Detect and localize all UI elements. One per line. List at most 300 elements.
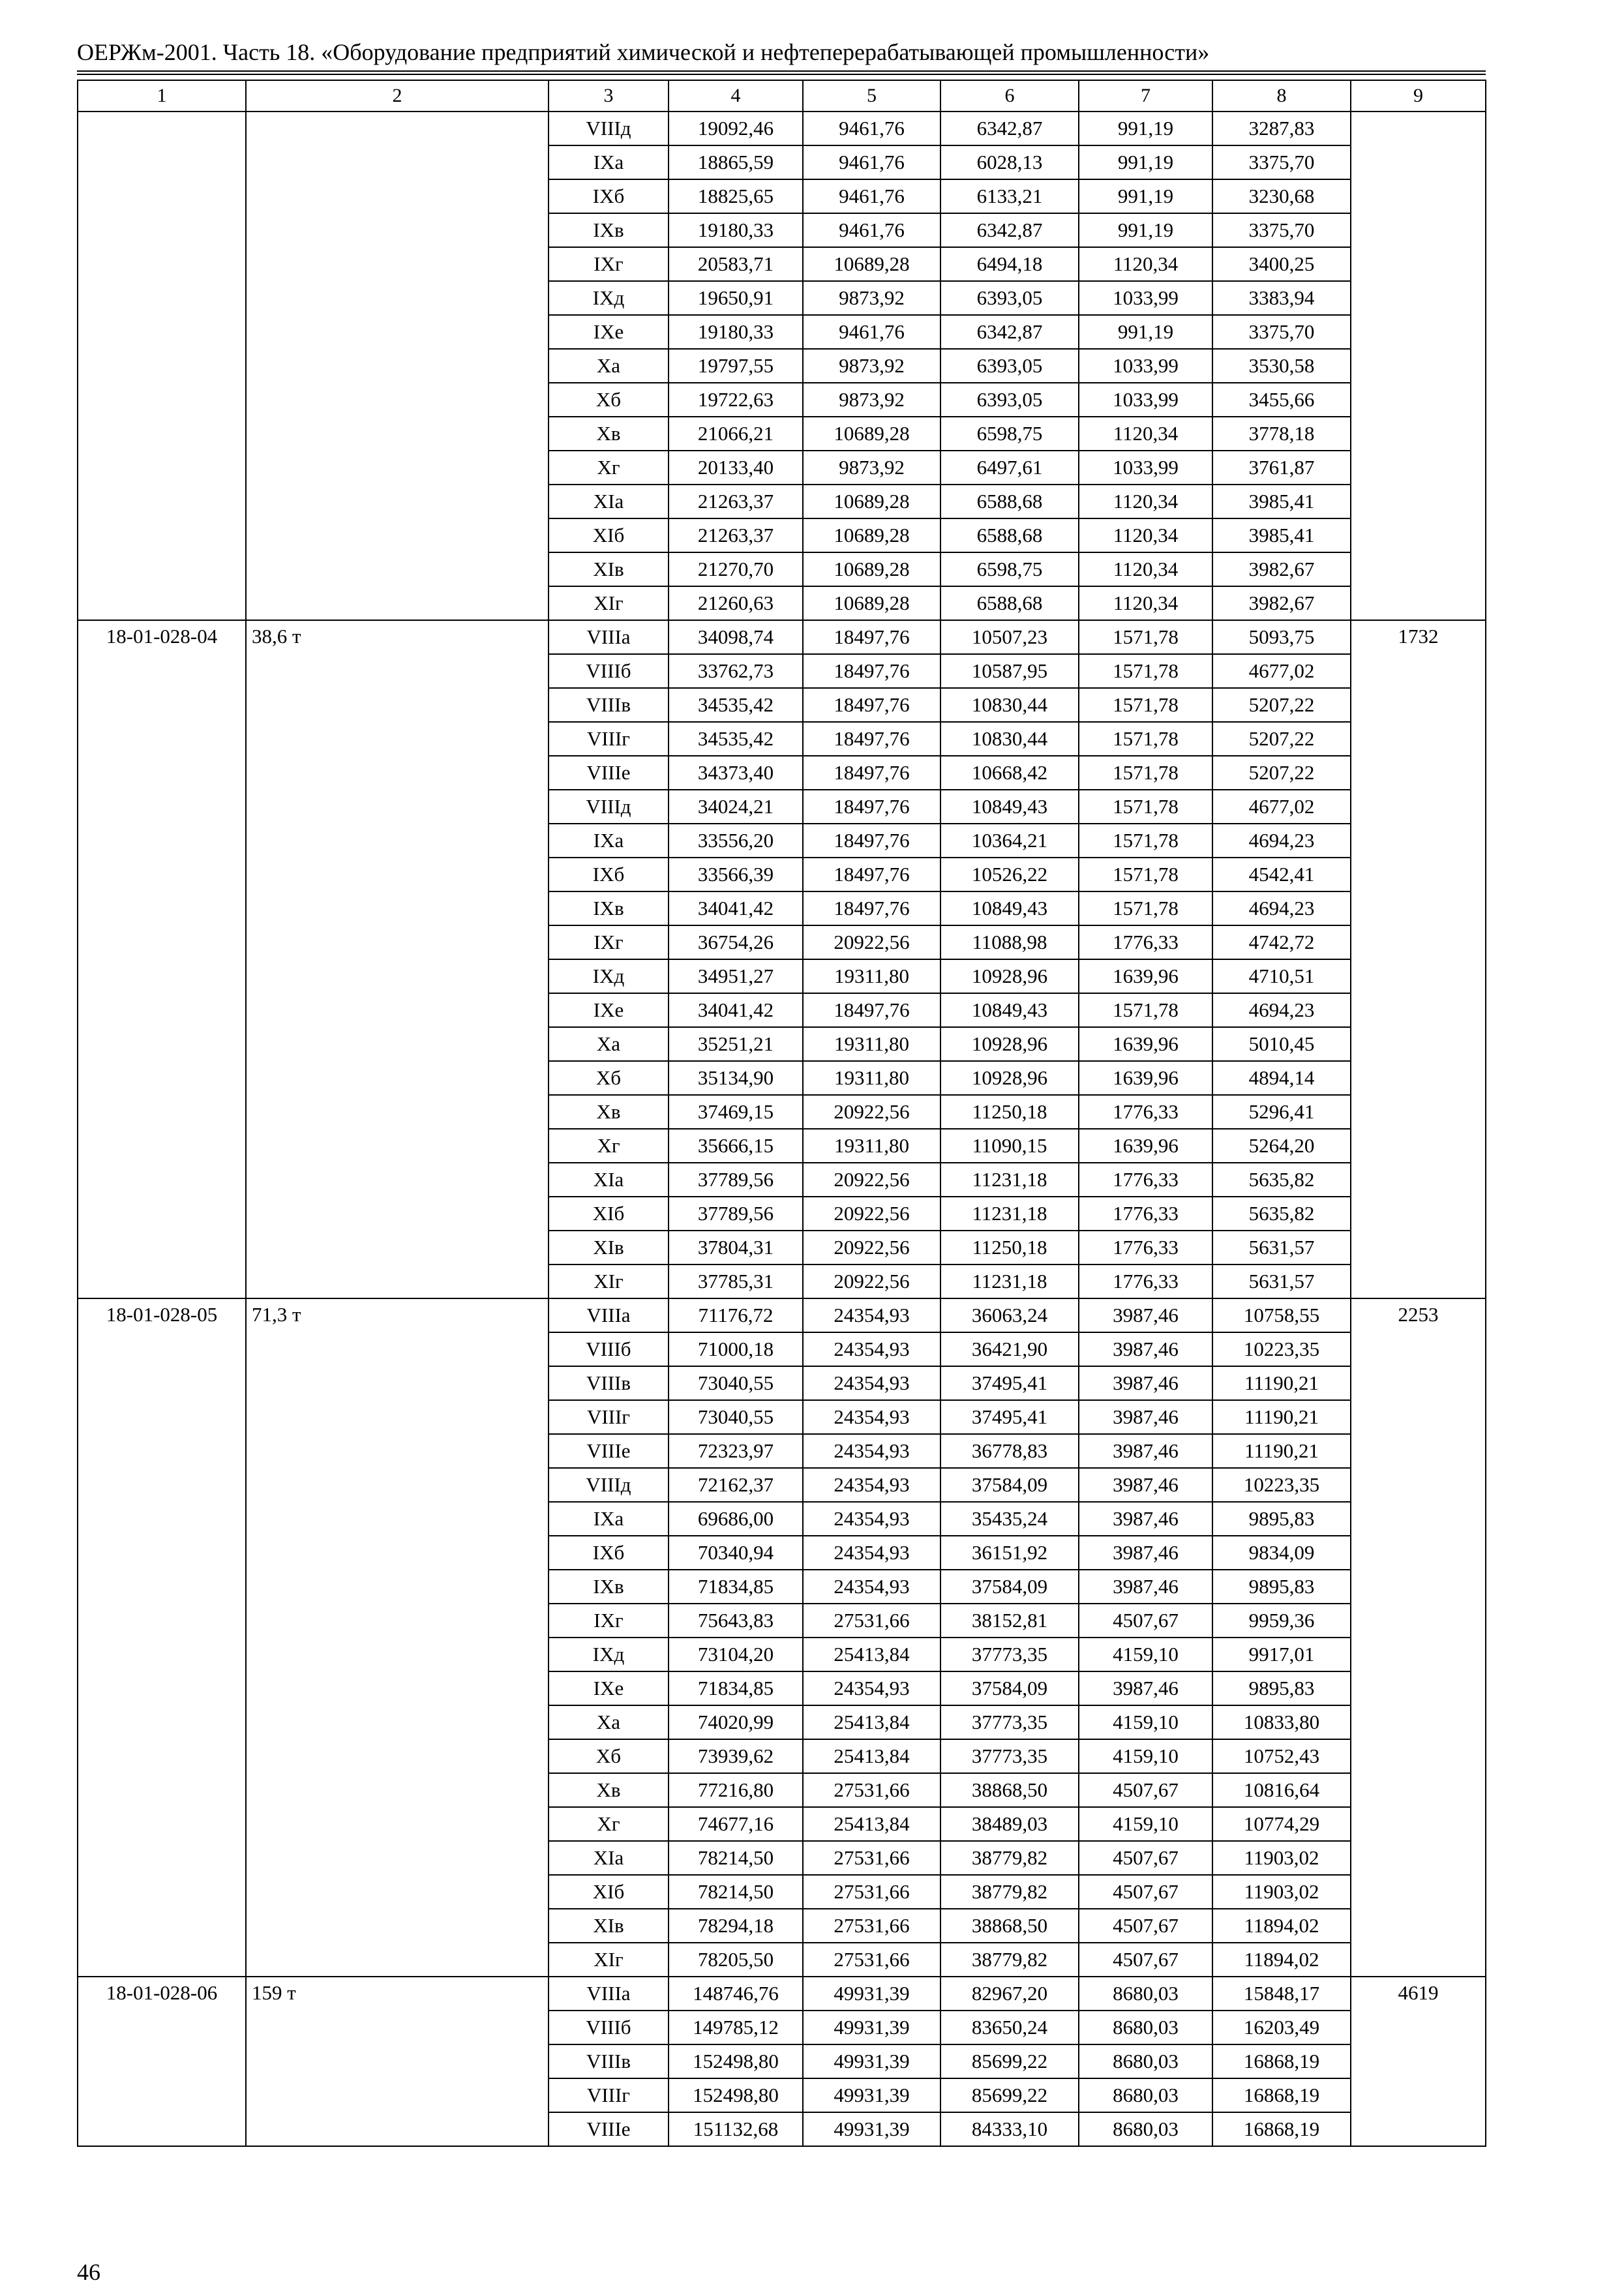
row-materials-cell: 4677,02: [1212, 654, 1351, 688]
row-wages-cell: 18497,76: [803, 858, 940, 891]
row-machinist-wages-cell: 1571,78: [1079, 790, 1212, 824]
row-wages-cell: 19311,80: [803, 1129, 940, 1163]
row-materials-cell: 5010,45: [1212, 1027, 1351, 1061]
row-class-cell: IXб: [549, 858, 669, 891]
row-total-cost-cell: 73040,55: [669, 1366, 803, 1400]
row-machinist-wages-cell: 1033,99: [1079, 383, 1212, 417]
row-machines-cell: 11231,18: [940, 1264, 1079, 1298]
row-machines-cell: 6393,05: [940, 349, 1079, 383]
row-machines-cell: 10507,23: [940, 620, 1079, 654]
row-machinist-wages-cell: 4507,67: [1079, 1909, 1212, 1943]
row-class-cell: IXв: [549, 213, 669, 247]
row-wages-cell: 24354,93: [803, 1298, 940, 1332]
row-materials-cell: 4677,02: [1212, 790, 1351, 824]
row-materials-cell: 5207,22: [1212, 756, 1351, 790]
row-class-cell: IXа: [549, 824, 669, 858]
row-class-cell: XIб: [549, 1875, 669, 1909]
row-class-cell: XIа: [549, 1841, 669, 1875]
row-class-cell: VIIIе: [549, 2112, 669, 2146]
row-materials-cell: 11894,02: [1212, 1909, 1351, 1943]
row-wages-cell: 27531,66: [803, 1604, 940, 1638]
row-total-cost-cell: 74020,99: [669, 1705, 803, 1739]
row-machines-cell: 6342,87: [940, 213, 1079, 247]
row-machinist-wages-cell: 8680,03: [1079, 2112, 1212, 2146]
row-class-cell: VIIIг: [549, 1400, 669, 1434]
row-materials-cell: 16203,49: [1212, 2011, 1351, 2044]
row-class-cell: VIIIб: [549, 2011, 669, 2044]
row-class-cell: IXе: [549, 315, 669, 349]
price-table: [77, 80, 1486, 2147]
row-materials-cell: 3375,70: [1212, 315, 1351, 349]
row-materials-cell: 3778,18: [1212, 417, 1351, 451]
row-machines-cell: 38779,82: [940, 1943, 1079, 1977]
row-machinist-wages-cell: 1120,34: [1079, 518, 1212, 552]
row-materials-cell: 5207,22: [1212, 688, 1351, 722]
row-total-cost-cell: 20133,40: [669, 451, 803, 485]
row-materials-cell: 10774,29: [1212, 1807, 1351, 1841]
row-class-cell: VIIIб: [549, 654, 669, 688]
row-machines-cell: 36063,24: [940, 1298, 1079, 1332]
column-number: 4: [669, 80, 803, 112]
row-materials-cell: 5635,82: [1212, 1163, 1351, 1197]
row-wages-cell: 24354,93: [803, 1536, 940, 1570]
row-wages-cell: 20922,56: [803, 1231, 940, 1264]
row-machines-cell: 38152,81: [940, 1604, 1079, 1638]
row-class-cell: XIа: [549, 1163, 669, 1197]
row-wages-cell: 18497,76: [803, 993, 940, 1027]
row-machinist-wages-cell: 4159,10: [1079, 1807, 1212, 1841]
row-materials-cell: 10752,43: [1212, 1739, 1351, 1773]
row-class-cell: IXе: [549, 1671, 669, 1705]
row-machines-cell: 38868,50: [940, 1773, 1079, 1807]
row-materials-cell: 9917,01: [1212, 1638, 1351, 1671]
row-materials-cell: 10223,35: [1212, 1468, 1351, 1502]
row-materials-cell: 11903,02: [1212, 1841, 1351, 1875]
row-machinist-wages-cell: 4507,67: [1079, 1773, 1212, 1807]
row-machines-cell: 82967,20: [940, 1977, 1079, 2011]
row-materials-cell: 3400,25: [1212, 247, 1351, 281]
row-class-cell: VIIIд: [549, 112, 669, 145]
row-total-cost-cell: 71834,85: [669, 1671, 803, 1705]
row-machinist-wages-cell: 991,19: [1079, 179, 1212, 213]
row-machines-cell: 10928,96: [940, 959, 1079, 993]
row-machinist-wages-cell: 4507,67: [1079, 1943, 1212, 1977]
row-wages-cell: 9461,76: [803, 213, 940, 247]
row-machines-cell: 37773,35: [940, 1739, 1079, 1773]
row-class-cell: VIIIб: [549, 1332, 669, 1366]
row-total-cost-cell: 21270,70: [669, 552, 803, 586]
row-machinist-wages-cell: 1120,34: [1079, 247, 1212, 281]
row-machinist-wages-cell: 1776,33: [1079, 1197, 1212, 1231]
row-class-cell: IXг: [549, 1604, 669, 1638]
row-total-cost-cell: 73040,55: [669, 1400, 803, 1434]
row-machinist-wages-cell: 1571,78: [1079, 756, 1212, 790]
row-class-cell: Xа: [549, 1705, 669, 1739]
row-materials-cell: 3375,70: [1212, 213, 1351, 247]
column-number: 5: [803, 80, 940, 112]
row-machinist-wages-cell: 4507,67: [1079, 1875, 1212, 1909]
row-materials-cell: 3375,70: [1212, 145, 1351, 179]
row-class-cell: IXб: [549, 179, 669, 213]
row-machines-cell: 38779,82: [940, 1875, 1079, 1909]
row-machinist-wages-cell: 1776,33: [1079, 1163, 1212, 1197]
row-materials-cell: 10758,55: [1212, 1298, 1351, 1332]
row-class-cell: VIIIе: [549, 1434, 669, 1468]
row-total-cost-cell: 35134,90: [669, 1061, 803, 1095]
row-machinist-wages-cell: 3987,46: [1079, 1536, 1212, 1570]
row-class-cell: IXа: [549, 1502, 669, 1536]
row-total-cost-cell: 36754,26: [669, 925, 803, 959]
row-total-cost-cell: 70340,94: [669, 1536, 803, 1570]
row-class-cell: VIIIа: [549, 1977, 669, 2011]
group-code-cell: 18-01-028-04: [78, 620, 246, 1298]
row-wages-cell: 19311,80: [803, 1027, 940, 1061]
row-machinist-wages-cell: 1120,34: [1079, 417, 1212, 451]
row-wages-cell: 24354,93: [803, 1332, 940, 1366]
row-materials-cell: 5207,22: [1212, 722, 1351, 756]
row-wages-cell: 49931,39: [803, 2112, 940, 2146]
row-class-cell: Xг: [549, 1807, 669, 1841]
row-total-cost-cell: 71176,72: [669, 1298, 803, 1332]
header-rule-double: [77, 74, 1486, 75]
row-machinist-wages-cell: 1571,78: [1079, 654, 1212, 688]
column-number: 8: [1212, 80, 1351, 112]
row-total-cost-cell: 78205,50: [669, 1943, 803, 1977]
row-wages-cell: 18497,76: [803, 620, 940, 654]
row-class-cell: XIв: [549, 1231, 669, 1264]
row-wages-cell: 49931,39: [803, 2044, 940, 2078]
row-wages-cell: 18497,76: [803, 824, 940, 858]
row-machinist-wages-cell: 1120,34: [1079, 552, 1212, 586]
row-machines-cell: 10849,43: [940, 790, 1079, 824]
row-class-cell: XIг: [549, 1264, 669, 1298]
row-machinist-wages-cell: 991,19: [1079, 145, 1212, 179]
group-col9-cell: 1732: [1351, 620, 1486, 1298]
row-class-cell: Xв: [549, 1095, 669, 1129]
row-wages-cell: 9873,92: [803, 451, 940, 485]
row-total-cost-cell: 71000,18: [669, 1332, 803, 1366]
row-machines-cell: 85699,22: [940, 2078, 1079, 2112]
row-total-cost-cell: 73939,62: [669, 1739, 803, 1773]
row-wages-cell: 18497,76: [803, 722, 940, 756]
row-class-cell: XIб: [549, 518, 669, 552]
row-class-cell: Xв: [549, 417, 669, 451]
row-materials-cell: 3761,87: [1212, 451, 1351, 485]
row-total-cost-cell: 21260,63: [669, 586, 803, 620]
row-class-cell: XIв: [549, 552, 669, 586]
row-materials-cell: 11190,21: [1212, 1434, 1351, 1468]
row-materials-cell: 5264,20: [1212, 1129, 1351, 1163]
row-wages-cell: 9461,76: [803, 179, 940, 213]
row-total-cost-cell: 152498,80: [669, 2078, 803, 2112]
row-wages-cell: 25413,84: [803, 1705, 940, 1739]
row-total-cost-cell: 37804,31: [669, 1231, 803, 1264]
row-machinist-wages-cell: 1120,34: [1079, 485, 1212, 518]
row-machinist-wages-cell: 991,19: [1079, 112, 1212, 145]
row-machines-cell: 11231,18: [940, 1197, 1079, 1231]
row-machines-cell: 10587,95: [940, 654, 1079, 688]
row-machines-cell: 36778,83: [940, 1434, 1079, 1468]
row-total-cost-cell: 18825,65: [669, 179, 803, 213]
row-wages-cell: 18497,76: [803, 688, 940, 722]
row-wages-cell: 19311,80: [803, 959, 940, 993]
row-materials-cell: 5093,75: [1212, 620, 1351, 654]
row-materials-cell: 9834,09: [1212, 1536, 1351, 1570]
row-machines-cell: 6393,05: [940, 383, 1079, 417]
row-wages-cell: 49931,39: [803, 1977, 940, 2011]
row-materials-cell: 16868,19: [1212, 2112, 1351, 2146]
column-number: 1: [78, 80, 246, 112]
group-col9-cell: [1351, 112, 1486, 620]
row-machinist-wages-cell: 1571,78: [1079, 722, 1212, 756]
row-total-cost-cell: 78214,50: [669, 1841, 803, 1875]
group-col9-cell: 4619: [1351, 1977, 1486, 2146]
row-machinist-wages-cell: 4507,67: [1079, 1841, 1212, 1875]
row-materials-cell: 3982,67: [1212, 552, 1351, 586]
row-machines-cell: 10849,43: [940, 993, 1079, 1027]
row-machinist-wages-cell: 8680,03: [1079, 1977, 1212, 2011]
column-number: 3: [549, 80, 669, 112]
table-row: [78, 1298, 1486, 1332]
row-total-cost-cell: 19092,46: [669, 112, 803, 145]
row-machinist-wages-cell: 3987,46: [1079, 1671, 1212, 1705]
row-machinist-wages-cell: 1776,33: [1079, 1095, 1212, 1129]
row-wages-cell: 24354,93: [803, 1570, 940, 1604]
row-machines-cell: 37773,35: [940, 1705, 1079, 1739]
column-number: 2: [246, 80, 549, 112]
row-wages-cell: 20922,56: [803, 1095, 940, 1129]
row-class-cell: XIг: [549, 586, 669, 620]
row-total-cost-cell: 72323,97: [669, 1434, 803, 1468]
column-number: 9: [1351, 80, 1486, 112]
row-class-cell: XIб: [549, 1197, 669, 1231]
row-total-cost-cell: 34535,42: [669, 722, 803, 756]
row-machinist-wages-cell: 3987,46: [1079, 1332, 1212, 1366]
row-total-cost-cell: 71834,85: [669, 1570, 803, 1604]
row-machines-cell: 38868,50: [940, 1909, 1079, 1943]
row-materials-cell: 4742,72: [1212, 925, 1351, 959]
row-class-cell: IXг: [549, 247, 669, 281]
row-wages-cell: 24354,93: [803, 1366, 940, 1400]
row-wages-cell: 24354,93: [803, 1502, 940, 1536]
group-mass-cell: 159 т: [246, 1977, 549, 2146]
row-wages-cell: 19311,80: [803, 1061, 940, 1095]
row-machinist-wages-cell: 4159,10: [1079, 1705, 1212, 1739]
row-materials-cell: 4694,23: [1212, 891, 1351, 925]
row-wages-cell: 9461,76: [803, 315, 940, 349]
row-machines-cell: 84333,10: [940, 2112, 1079, 2146]
row-class-cell: Xа: [549, 349, 669, 383]
row-wages-cell: 27531,66: [803, 1875, 940, 1909]
row-wages-cell: 24354,93: [803, 1671, 940, 1705]
row-machines-cell: 6497,61: [940, 451, 1079, 485]
row-wages-cell: 20922,56: [803, 1163, 940, 1197]
row-machines-cell: 38489,03: [940, 1807, 1079, 1841]
row-total-cost-cell: 37469,15: [669, 1095, 803, 1129]
row-materials-cell: 11894,02: [1212, 1943, 1351, 1977]
row-materials-cell: 10833,80: [1212, 1705, 1351, 1739]
row-machines-cell: 6028,13: [940, 145, 1079, 179]
row-machinist-wages-cell: 4159,10: [1079, 1739, 1212, 1773]
row-machinist-wages-cell: 8680,03: [1079, 2044, 1212, 2078]
row-total-cost-cell: 34024,21: [669, 790, 803, 824]
row-total-cost-cell: 19722,63: [669, 383, 803, 417]
page-header-title: ОЕРЖм-2001. Часть 18. «Оборудование предприятий химической и нефтеперерабатывающей промышленности»: [77, 39, 1210, 65]
row-class-cell: VIIIв: [549, 2044, 669, 2078]
row-total-cost-cell: 33556,20: [669, 824, 803, 858]
row-total-cost-cell: 21263,37: [669, 518, 803, 552]
row-machines-cell: 10830,44: [940, 722, 1079, 756]
row-class-cell: Xг: [549, 451, 669, 485]
header-rule: [77, 70, 1486, 72]
group-mass-cell: 38,6 т: [246, 620, 549, 1298]
row-total-cost-cell: 78214,50: [669, 1875, 803, 1909]
row-total-cost-cell: 148746,76: [669, 1977, 803, 2011]
row-machinist-wages-cell: 1571,78: [1079, 858, 1212, 891]
row-machinist-wages-cell: 3987,46: [1079, 1400, 1212, 1434]
row-machines-cell: 37584,09: [940, 1671, 1079, 1705]
row-machinist-wages-cell: 3987,46: [1079, 1468, 1212, 1502]
row-total-cost-cell: 72162,37: [669, 1468, 803, 1502]
row-machines-cell: 10928,96: [940, 1027, 1079, 1061]
row-machines-cell: 6598,75: [940, 552, 1079, 586]
row-class-cell: VIIIа: [549, 620, 669, 654]
table-row: [78, 112, 1486, 145]
row-machinist-wages-cell: 3987,46: [1079, 1366, 1212, 1400]
row-materials-cell: 9895,83: [1212, 1671, 1351, 1705]
row-class-cell: Xб: [549, 1739, 669, 1773]
row-machines-cell: 6588,68: [940, 485, 1079, 518]
row-machinist-wages-cell: 1571,78: [1079, 891, 1212, 925]
row-total-cost-cell: 151132,68: [669, 2112, 803, 2146]
row-total-cost-cell: 75643,83: [669, 1604, 803, 1638]
row-total-cost-cell: 20583,71: [669, 247, 803, 281]
row-total-cost-cell: 34373,40: [669, 756, 803, 790]
row-wages-cell: 24354,93: [803, 1434, 940, 1468]
row-machines-cell: 36421,90: [940, 1332, 1079, 1366]
row-machines-cell: 37584,09: [940, 1570, 1079, 1604]
row-machines-cell: 11250,18: [940, 1231, 1079, 1264]
row-class-cell: VIIIа: [549, 1298, 669, 1332]
row-materials-cell: 4694,23: [1212, 824, 1351, 858]
row-machinist-wages-cell: 1639,96: [1079, 1129, 1212, 1163]
row-wages-cell: 10689,28: [803, 247, 940, 281]
row-wages-cell: 49931,39: [803, 2011, 940, 2044]
row-machinist-wages-cell: 1639,96: [1079, 1027, 1212, 1061]
row-wages-cell: 20922,56: [803, 1264, 940, 1298]
row-total-cost-cell: 33762,73: [669, 654, 803, 688]
row-materials-cell: 16868,19: [1212, 2044, 1351, 2078]
row-wages-cell: 18497,76: [803, 756, 940, 790]
row-machines-cell: 35435,24: [940, 1502, 1079, 1536]
row-wages-cell: 25413,84: [803, 1807, 940, 1841]
row-total-cost-cell: 34535,42: [669, 688, 803, 722]
row-total-cost-cell: 19180,33: [669, 213, 803, 247]
row-total-cost-cell: 74677,16: [669, 1807, 803, 1841]
row-class-cell: XIв: [549, 1909, 669, 1943]
row-machines-cell: 85699,22: [940, 2044, 1079, 2078]
row-total-cost-cell: 77216,80: [669, 1773, 803, 1807]
row-machines-cell: 11231,18: [940, 1163, 1079, 1197]
row-machines-cell: 37495,41: [940, 1366, 1079, 1400]
row-class-cell: Xг: [549, 1129, 669, 1163]
row-machines-cell: 11250,18: [940, 1095, 1079, 1129]
row-wages-cell: 27531,66: [803, 1909, 940, 1943]
row-class-cell: XIг: [549, 1943, 669, 1977]
row-machinist-wages-cell: 1776,33: [1079, 925, 1212, 959]
row-class-cell: Xв: [549, 1773, 669, 1807]
row-materials-cell: 9959,36: [1212, 1604, 1351, 1638]
row-machinist-wages-cell: 1120,34: [1079, 586, 1212, 620]
row-wages-cell: 10689,28: [803, 552, 940, 586]
row-machines-cell: 6133,21: [940, 179, 1079, 213]
row-wages-cell: 20922,56: [803, 925, 940, 959]
row-wages-cell: 9461,76: [803, 145, 940, 179]
row-machinist-wages-cell: 991,19: [1079, 213, 1212, 247]
row-wages-cell: 9873,92: [803, 281, 940, 315]
row-materials-cell: 3982,67: [1212, 586, 1351, 620]
row-materials-cell: 5631,57: [1212, 1231, 1351, 1264]
row-class-cell: IXв: [549, 891, 669, 925]
row-materials-cell: 9895,83: [1212, 1570, 1351, 1604]
row-materials-cell: 10223,35: [1212, 1332, 1351, 1366]
group-code-cell: [78, 112, 246, 620]
row-materials-cell: 11903,02: [1212, 1875, 1351, 1909]
row-total-cost-cell: 34951,27: [669, 959, 803, 993]
row-materials-cell: 4694,23: [1212, 993, 1351, 1027]
row-materials-cell: 3530,58: [1212, 349, 1351, 383]
row-class-cell: XIа: [549, 485, 669, 518]
row-machines-cell: 10364,21: [940, 824, 1079, 858]
row-machines-cell: 6342,87: [940, 315, 1079, 349]
row-machines-cell: 38779,82: [940, 1841, 1079, 1875]
row-total-cost-cell: 69686,00: [669, 1502, 803, 1536]
table-body: [78, 80, 1486, 2146]
row-materials-cell: 3455,66: [1212, 383, 1351, 417]
row-total-cost-cell: 149785,12: [669, 2011, 803, 2044]
table-row: [78, 1977, 1486, 2011]
row-machinist-wages-cell: 1639,96: [1079, 1061, 1212, 1095]
row-wages-cell: 25413,84: [803, 1739, 940, 1773]
row-wages-cell: 27531,66: [803, 1943, 940, 1977]
row-wages-cell: 10689,28: [803, 485, 940, 518]
row-wages-cell: 18497,76: [803, 790, 940, 824]
row-machinist-wages-cell: 1776,33: [1079, 1264, 1212, 1298]
row-materials-cell: 5631,57: [1212, 1264, 1351, 1298]
row-machinist-wages-cell: 4159,10: [1079, 1638, 1212, 1671]
row-wages-cell: 27531,66: [803, 1773, 940, 1807]
row-machines-cell: 10526,22: [940, 858, 1079, 891]
group-mass-cell: 71,3 т: [246, 1298, 549, 1977]
row-wages-cell: 9873,92: [803, 349, 940, 383]
row-materials-cell: 5635,82: [1212, 1197, 1351, 1231]
row-machinist-wages-cell: 1033,99: [1079, 451, 1212, 485]
row-machines-cell: 6598,75: [940, 417, 1079, 451]
row-total-cost-cell: 37789,56: [669, 1197, 803, 1231]
row-machines-cell: 6588,68: [940, 586, 1079, 620]
row-total-cost-cell: 18865,59: [669, 145, 803, 179]
row-wages-cell: 9461,76: [803, 112, 940, 145]
row-wages-cell: 20922,56: [803, 1197, 940, 1231]
row-materials-cell: 15848,17: [1212, 1977, 1351, 2011]
table-row: [78, 620, 1486, 654]
row-class-cell: IXг: [549, 925, 669, 959]
row-machines-cell: 6393,05: [940, 281, 1079, 315]
row-total-cost-cell: 37785,31: [669, 1264, 803, 1298]
row-materials-cell: 3383,94: [1212, 281, 1351, 315]
row-class-cell: IXд: [549, 1638, 669, 1671]
row-machinist-wages-cell: 8680,03: [1079, 2011, 1212, 2044]
